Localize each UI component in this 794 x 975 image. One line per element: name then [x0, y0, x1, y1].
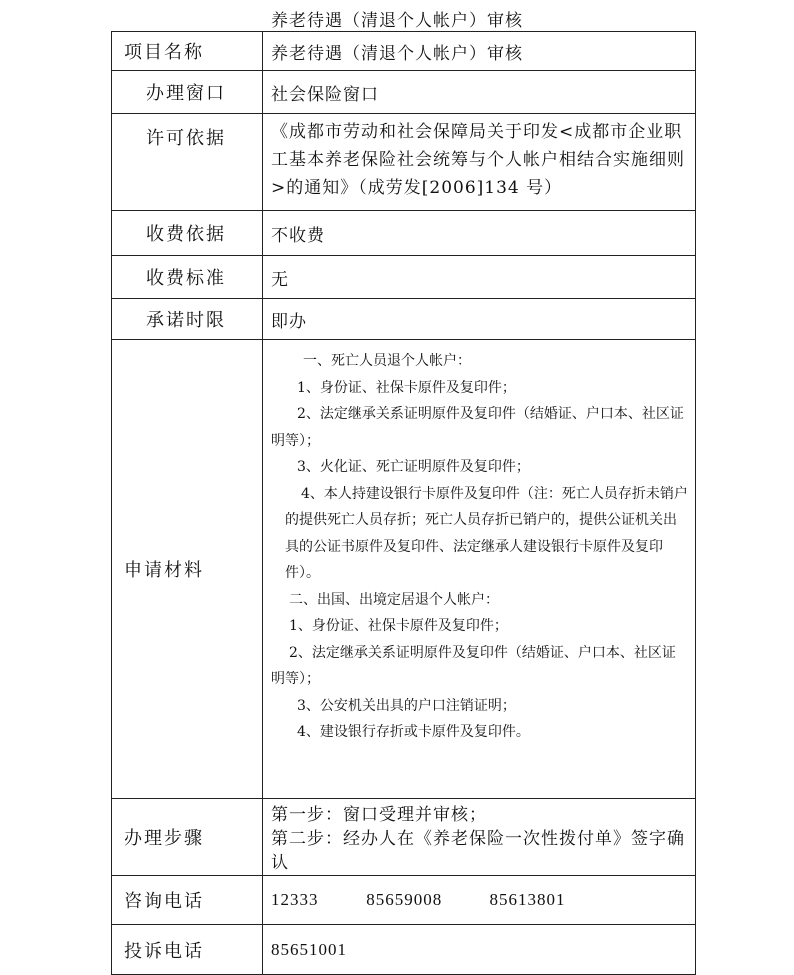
steps-list [263, 799, 696, 876]
row-window [112, 71, 696, 114]
consult-number: 12333 [271, 890, 319, 909]
window-value: 社会保险窗口 [263, 71, 696, 114]
materials-label: 申请材料 [112, 340, 263, 799]
row-consult [112, 876, 696, 925]
complaint-number: 85651001 [263, 925, 696, 975]
step-line: 第二步：经办人在《养老保险一次性拨付单》签字确认 [271, 829, 685, 873]
steps-label: 办理步骤 [112, 799, 263, 876]
materials-line: 3、火化证、死亡证明原件及复印件； [297, 459, 530, 475]
materials-line: 2、法定继承关系证明原件及复印件（结婚证、户口本、社区证明等）； [271, 644, 676, 687]
fee-basis-value: 不收费 [263, 211, 696, 256]
complaint-label: 投诉电话 [112, 925, 263, 975]
basis-label: 许可依据 [112, 114, 263, 211]
materials-line: 4、建设银行存折或卡原件及复印件。 [297, 724, 530, 740]
row-steps [112, 799, 696, 876]
window-label: 办理窗口 [112, 71, 263, 114]
row-fee-standard [112, 256, 696, 299]
materials-line: 3、公安机关出具的户口注销证明； [297, 697, 516, 714]
row-fee-basis [112, 211, 696, 256]
fee-basis-label: 收费依据 [112, 211, 263, 256]
time-limit-value: 即办 [263, 299, 696, 340]
materials-line: 1、身份证、社保卡原件及复印件； [297, 379, 516, 396]
row-item-name [112, 32, 696, 71]
materials-line: 4、本人持建设银行卡原件及复印件（注：死亡人员存折未销户的提供死亡人员存折；死亡人员存折已销户的，提供公证机关出具的公证书原件及复印件、法定继承人建设银行卡原件及复印件）。 [285, 485, 688, 581]
consult-numbers [263, 876, 696, 925]
materials-line: 1、身份证、社保卡原件及复印件； [289, 618, 508, 634]
step-line: 第一步：窗口受理并审核； [271, 805, 487, 825]
consult-label: 咨询电话 [112, 876, 263, 925]
materials-line: 二、出国、出境定居退个人帐户： [289, 591, 499, 608]
row-time-limit [112, 299, 696, 340]
basis-value: 《成都市劳动和社会保障局关于印发<成都市企业职工基本养老保险社会统筹与个人帐户相结合实施细则>的通知》（成劳发[2006]134 号） [263, 114, 696, 211]
item-name-value: 养老待遇（清退个人帐户）审核 [263, 32, 696, 71]
item-name-label: 项目名称 [112, 32, 263, 71]
consult-number: 85659008 [366, 890, 443, 909]
materials-line: 2、法定继承关系证明原件及复印件（结婚证、户口本、社区证明等）； [271, 406, 684, 449]
row-basis [112, 114, 696, 211]
row-materials [112, 340, 696, 799]
time-limit-label: 承诺时限 [112, 299, 263, 340]
fee-standard-label: 收费标准 [112, 256, 263, 299]
materials-line: 一、死亡人员退个人帐户： [303, 353, 471, 369]
consult-number: 85613801 [489, 890, 566, 909]
materials-list [263, 340, 696, 799]
fee-standard-value: 无 [263, 256, 696, 299]
info-table [111, 31, 696, 975]
document-title: 养老待遇（清退个人帐户）审核 [271, 11, 523, 31]
